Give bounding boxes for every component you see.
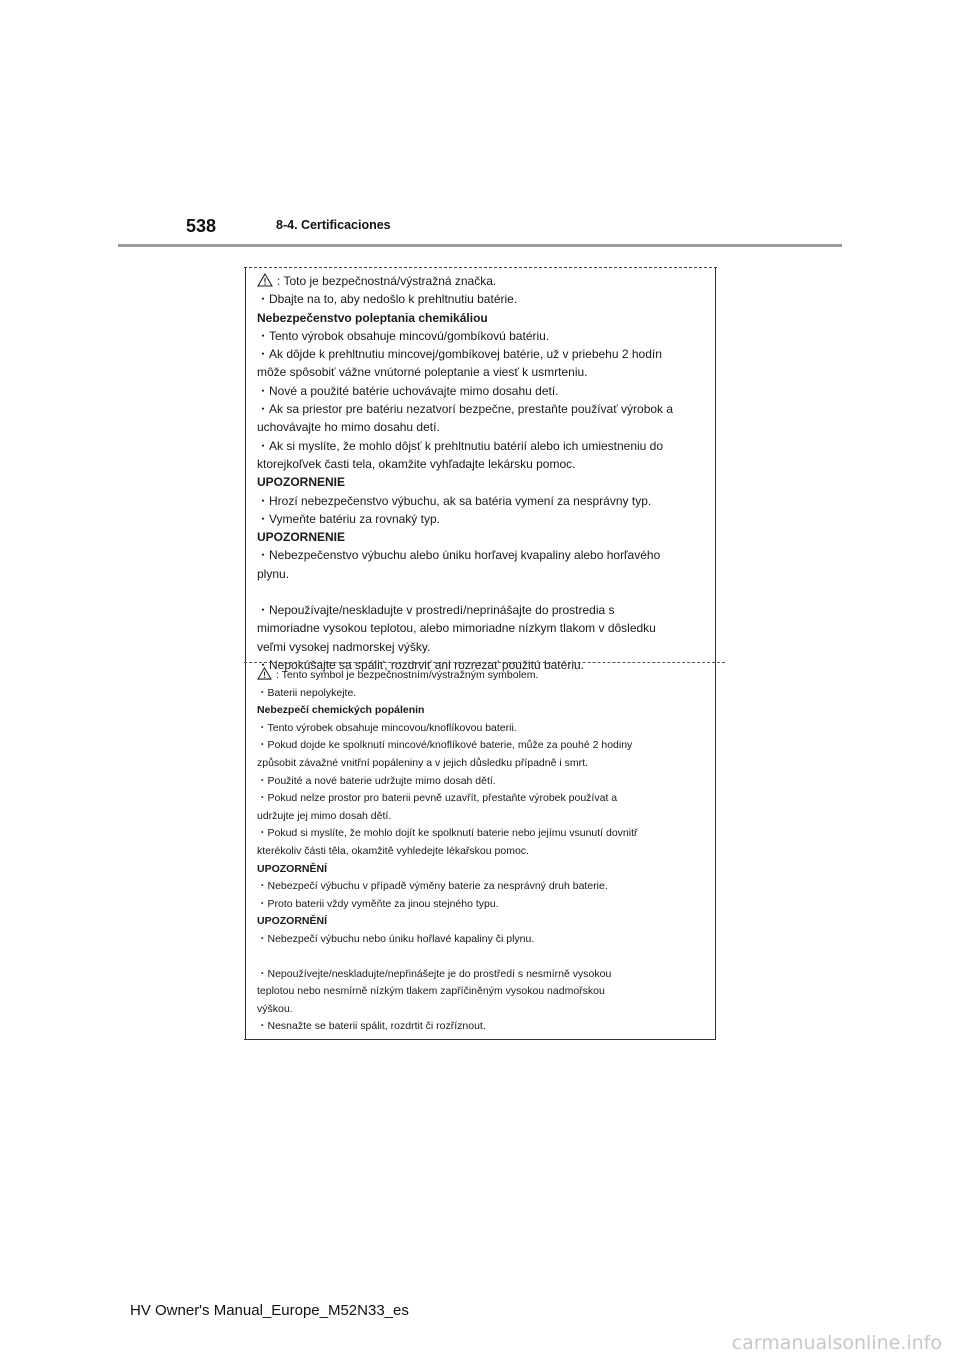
text-line: ・Tento výrobok obsahuje mincovú/gombíkovú batériu.: [257, 328, 550, 343]
text-line: ・Nebezpečenstvo výbuchu alebo úniku horľavej kvapaliny alebo horľavého: [257, 548, 661, 563]
text-line: ・Baterii nepolykejte.: [257, 686, 357, 699]
czech-lines: [257, 685, 709, 1036]
text-line: teplotou nebo nesmírně nízkým tlakem zapříčiněným vysokou nadmořskou: [257, 985, 605, 998]
page-number: 538: [186, 216, 217, 236]
certification-box: [245, 267, 716, 1040]
box-top-border: [244, 267, 717, 268]
text-line: ・Pokud dojde ke spolknutí mincové/knoflíkové baterie, může za pouhé 2 hodiny: [257, 739, 633, 752]
section-heading: Nebezpečenstvo poleptania chemikáliou: [257, 310, 488, 325]
section-heading: UPOZORNENIE: [257, 530, 346, 545]
text-line: ・Nepoužívajte/neskladujte v prostredí/neprinášajte do prostredia s: [257, 603, 615, 618]
text-line: ・Nesnažte se baterii spálit, rozdrtit či rozříznout.: [257, 1020, 486, 1033]
czech-symbol-text: : Tento symbol je bezpečnostním/výstražným symbolem.: [276, 669, 539, 681]
text-line: ・Proto baterii vždy vyměňte za jinou stejného typu.: [257, 897, 499, 910]
language-divider: [244, 662, 725, 663]
text-line: způsobit závažné vnitřní popáleniny a v jejich důsledku případně i smrt.: [257, 756, 588, 769]
text-line: ・Ak si myslíte, že mohlo dôjsť k prehltnutiu batérií alebo ich umiestneniu do: [257, 438, 664, 453]
text-line: ・Pokud nelze prostor pro baterii pevně uzavřít, přestaňte výrobek používat a: [257, 792, 618, 805]
text-line: udržujte jej mimo dosah dětí.: [257, 809, 392, 822]
czech-certification: [257, 667, 709, 1036]
header-rule: [118, 244, 842, 247]
text-line: veľmi vysokej nadmorskej výšky.: [257, 639, 431, 654]
text-line: ktorejkoľvek časti tela, okamžite vyhľadajte lekársku pomoc.: [257, 456, 576, 471]
section-heading: UPOZORNENIE: [257, 475, 346, 490]
text-line: ・Nepoužívejte/neskladujte/nepřinášejte je do prostředí s nesmírně vysokou: [257, 967, 612, 980]
text-line: ・Nebezpečí výbuchu v případě výměny baterie za nesprávný druh baterie.: [257, 880, 608, 893]
text-line: mimoriadne vysokou teplotou, alebo mimoriadne nízkym tlakom v dôsledku: [257, 621, 656, 636]
text-line: môže spôsobiť vážne vnútorné poleptanie a viesť k usmrteniu.: [257, 365, 588, 380]
section-heading: UPOZORNĚNÍ: [257, 862, 328, 875]
text-line: ・Nepokúšajte sa spáliť, rozdrviť ani rozrezať použitú batériu.: [257, 657, 584, 672]
watermark: carmanualsonline.info: [731, 1332, 942, 1354]
warning-triangle-icon: [257, 667, 272, 680]
slovak-lines: [257, 290, 709, 674]
manual-footer: HV Owner's Manual_Europe_M52N33_es: [130, 1302, 409, 1319]
text-line: kterékoliv části těla, okamžitě vyhledejte lékařskou pomoc.: [257, 844, 529, 857]
text-line: ・Hrozí nebezpečenstvo výbuchu, ak sa batéria vymení za nesprávny typ.: [257, 493, 652, 508]
section-title: 8-4. Certificaciones: [276, 218, 391, 232]
text-line: ・Vymeňte batériu za rovnaký typ.: [257, 511, 440, 526]
box-bottom-border: [244, 1039, 715, 1040]
text-line: ・Pokud si myslíte, že mohlo dojít ke spolknutí baterie nebo jejímu vsunutí dovnitř: [257, 827, 638, 840]
slovak-symbol-line: [257, 272, 709, 290]
text-line: ・Nebezpečí výbuchu nebo úniku hořlavé kapaliny či plynu.: [257, 932, 535, 945]
text-line: ・Použité a nové baterie udržujte mimo dosah dětí.: [257, 774, 496, 787]
text-line: uchovávajte ho mimo dosahu detí.: [257, 420, 440, 435]
section-heading: UPOZORNĚNÍ: [257, 915, 328, 928]
text-line: ・Tento výrobek obsahuje mincovou/knoflíkovou baterii.: [257, 721, 517, 734]
text-line: ・Ak dôjde k prehltnutiu mincovej/gombíkovej batérie, už v priebehu 2 hodín: [257, 347, 662, 362]
text-line: ・Nové a použité batérie uchovávajte mimo dosahu detí.: [257, 383, 559, 398]
blank-gap: [257, 583, 709, 601]
section-heading: Nebezpečí chemických popálenin: [257, 704, 425, 717]
slovak-symbol-text: : Toto je bezpečnostná/výstražná značka.: [277, 274, 497, 288]
text-line: ・Ak sa priestor pre batériu nezatvorí bezpečne, prestaňte používať výrobok a: [257, 402, 674, 417]
blank-gap: [257, 949, 709, 966]
slovak-certification: [257, 272, 709, 674]
czech-symbol-line: [257, 667, 709, 685]
text-line: výškou.: [257, 1002, 293, 1015]
text-line: plynu.: [257, 566, 290, 581]
warning-triangle-icon: [257, 273, 273, 287]
text-line: ・Dbajte na to, aby nedošlo k prehltnutiu batérie.: [257, 292, 518, 307]
